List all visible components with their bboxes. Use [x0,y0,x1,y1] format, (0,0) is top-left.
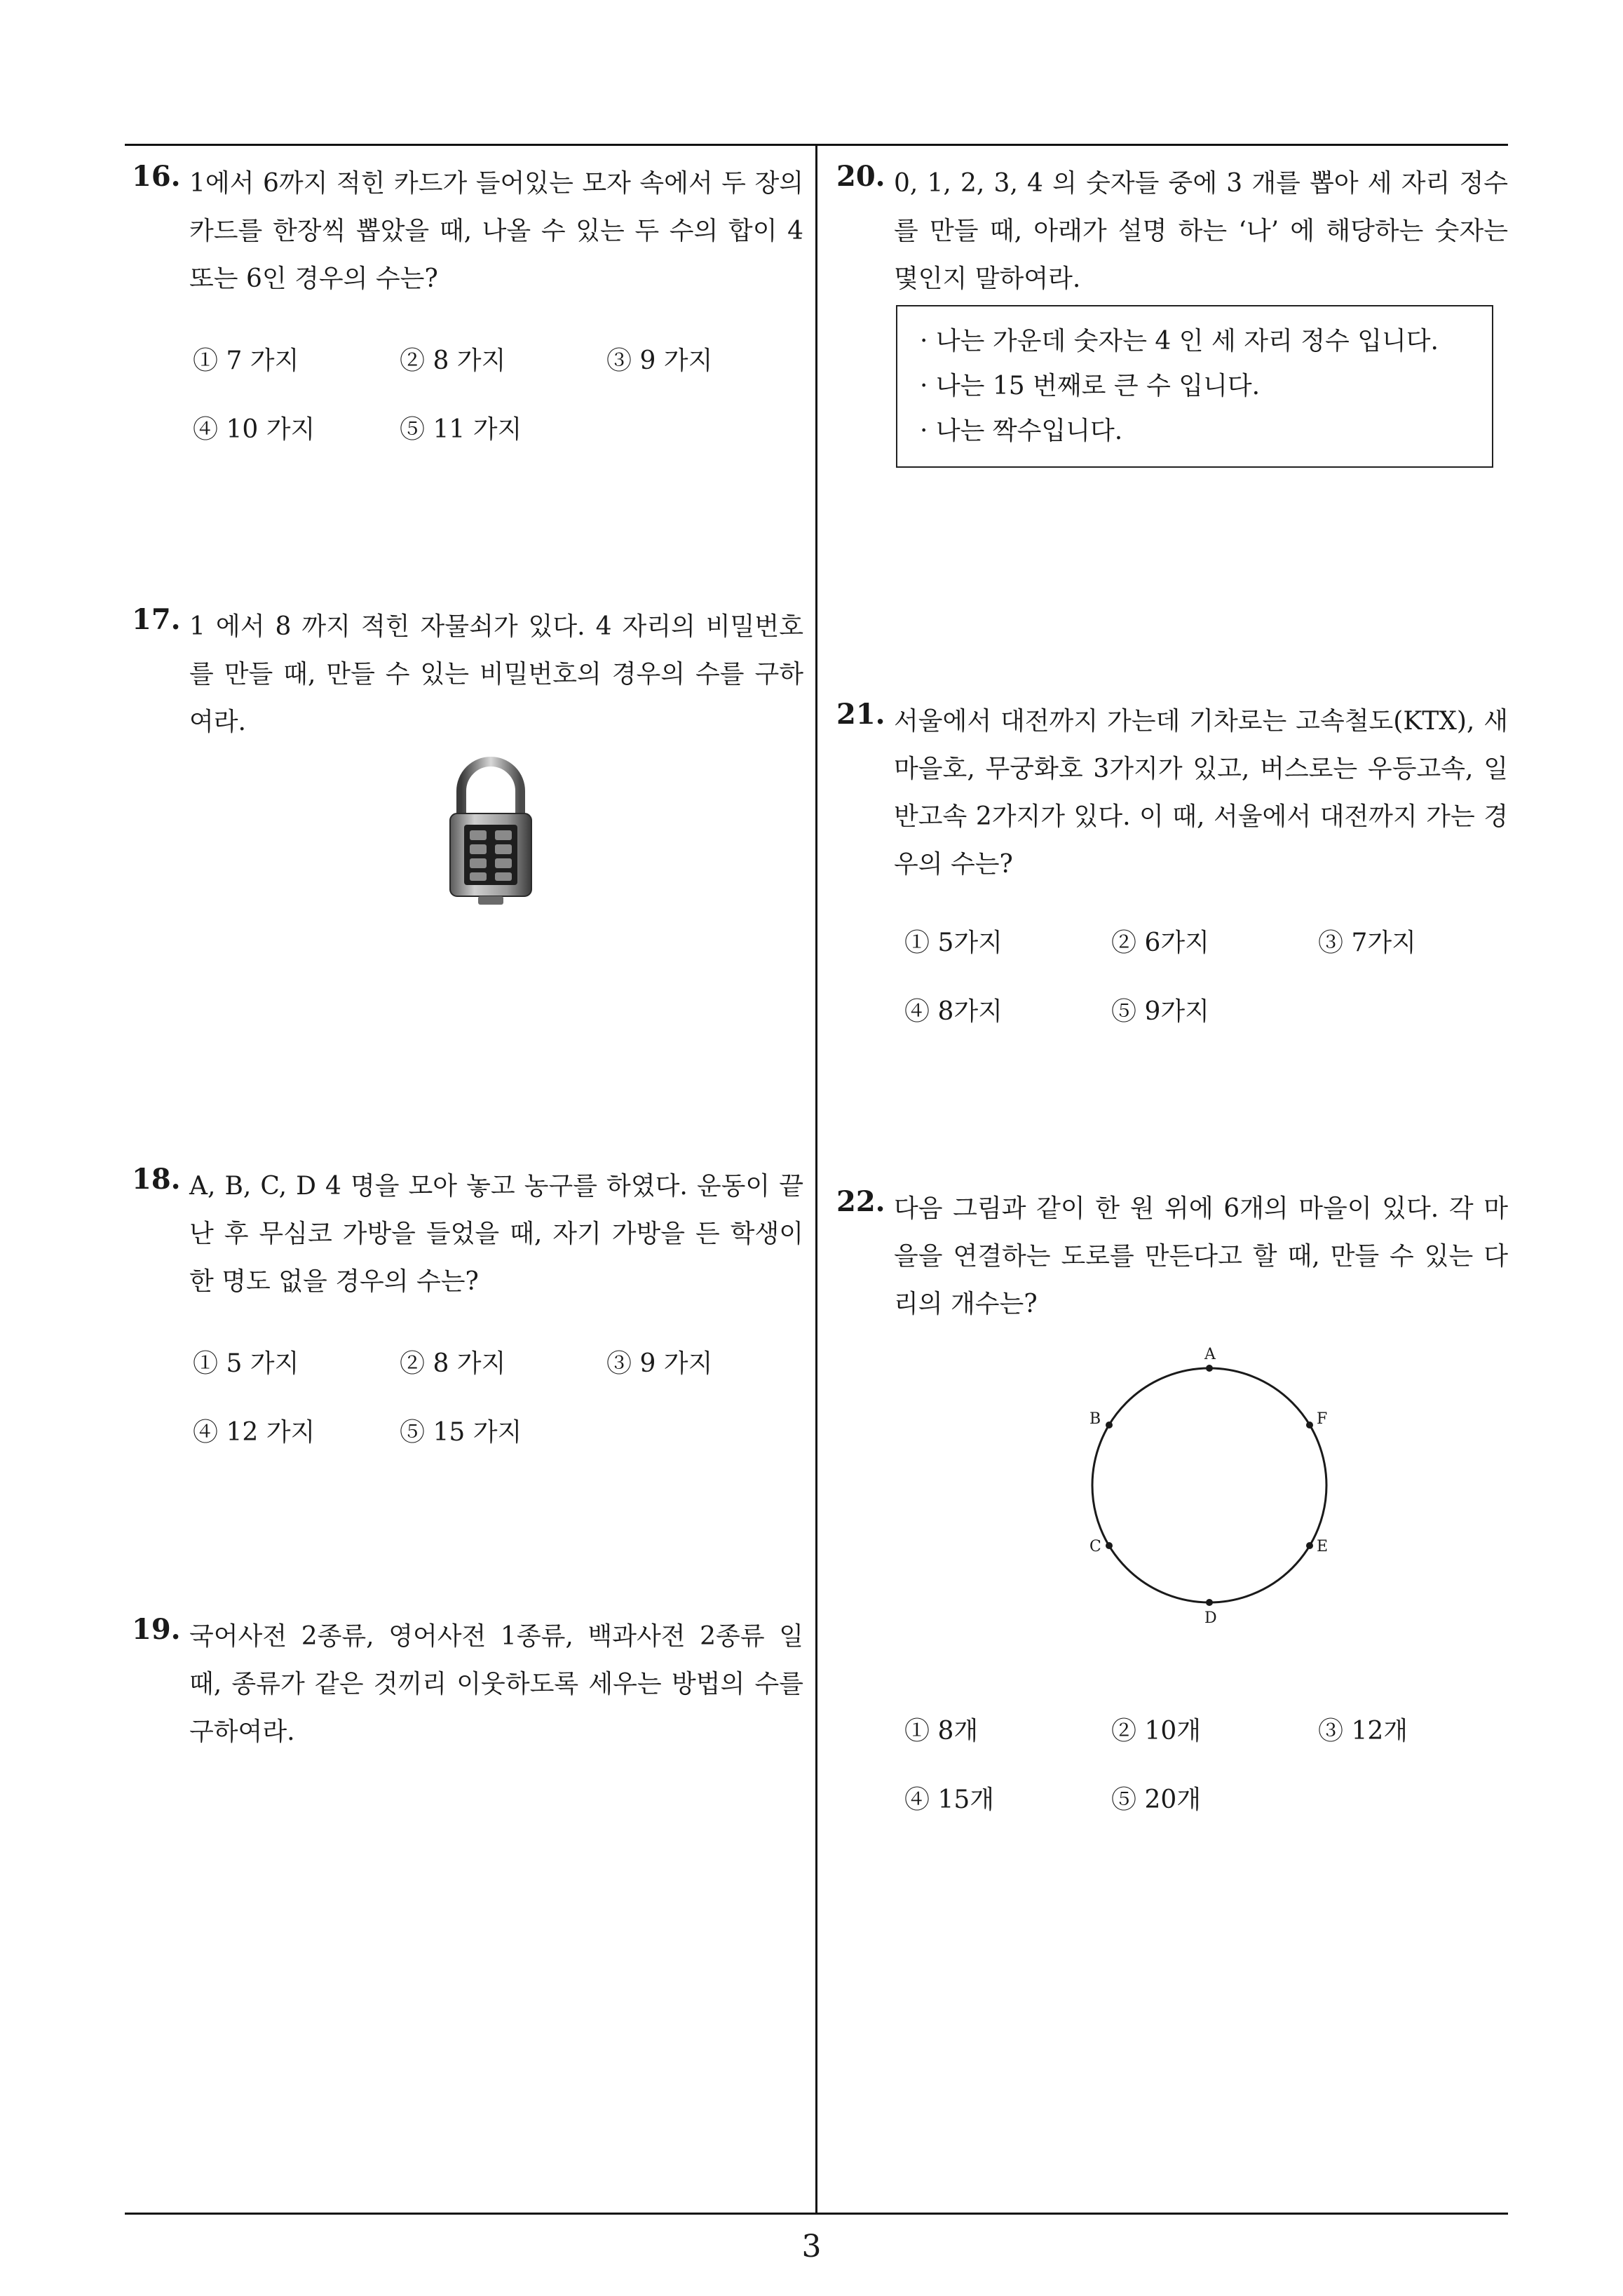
problem-17 [132,603,803,746]
choice[interactable]: ④ 12 가지 [193,1418,315,1447]
choice[interactable]: ① 5 가지 [193,1349,299,1378]
hint-line: · 나는 15 번째로 큰 수 입니다. [920,372,1261,400]
label-f: F [1317,1410,1328,1428]
point-a [1206,1365,1213,1372]
choice[interactable]: ② 10개 [1111,1717,1202,1745]
choice[interactable]: ⑤ 15 가지 [400,1418,522,1447]
choice[interactable]: ④ 8가지 [904,997,1003,1026]
label-c: C [1089,1538,1101,1555]
combination-padlock-image [442,756,540,910]
problem-19 [132,1613,803,1756]
problem-number: 21. [836,698,885,731]
choice[interactable]: ① 8개 [904,1717,979,1745]
column-divider [815,144,817,2215]
choice[interactable]: ① 5가지 [904,928,1003,957]
point-d [1206,1599,1213,1606]
choice[interactable]: ⑤ 9가지 [1111,997,1209,1026]
choice[interactable]: ③ 9 가지 [606,346,713,375]
problem-text: 다음 그림과 같이 한 원 위에 6개의 마을이 있다. 각 마을을 연결하는 도로를 만든다고 할 때, 만들 수 있는 다리의 개수는? [894,1194,1508,1318]
choice[interactable]: ⑤ 20개 [1111,1785,1202,1814]
hint-line: · 나는 짝수입니다. [920,417,1123,445]
choice[interactable]: ④ 15개 [904,1785,995,1814]
label-e: E [1317,1538,1329,1555]
problem-number: 22. [836,1185,885,1218]
problem-text: 0, 1, 2, 3, 4 의 숫자들 중에 3 개를 뽑아 세 자리 정수를 만들 때, 아래가 설명 하는 ‘나’ 에 해당하는 숫자는 몇인지 말하여라. [894,169,1508,293]
choice[interactable]: ③ 7가지 [1318,928,1416,957]
problem-number: 19. [132,1613,181,1646]
problem-number: 20. [836,160,885,193]
choice[interactable]: ② 6가지 [1111,928,1209,957]
circle [1092,1368,1329,1602]
choice[interactable]: ② 8 가지 [400,346,506,375]
problem-text: 1에서 6까지 적힌 카드가 들어있는 모자 속에서 두 장의 카드를 한장씩 뽑았을 때, 나올 수 있는 두 수의 합이 4 또는 6인 경우의 수는? [189,169,803,293]
choice[interactable]: ④ 10 가지 [193,415,315,444]
hint-line: · 나는 가운데 숫자는 4 인 세 자리 정수 입니다. [920,327,1439,356]
problem-16 [132,160,803,303]
bottom-rule [125,2213,1508,2215]
point-c [1106,1542,1113,1549]
problem-number: 18. [132,1163,181,1196]
hint-box [896,305,1493,468]
problem-number: 16. [132,160,181,193]
problem-22 [836,1185,1508,1328]
circle-villages-diagram [1066,1332,1353,1627]
point-b [1106,1422,1113,1429]
problem-text: 국어사전 2종류, 영어사전 1종류, 백과사전 2종류 일 때, 종류가 같은 것끼리 이웃하도록 세우는 방법의 수를 구하여라. [189,1622,803,1746]
label-b: B [1089,1410,1101,1428]
choice[interactable]: ② 8 가지 [400,1349,506,1378]
label-d: D [1204,1609,1217,1627]
problem-20 [836,160,1508,303]
point-e [1306,1542,1313,1549]
problem-18 [132,1163,803,1306]
problem-21 [836,698,1508,889]
problem-text: A, B, C, D 4 명을 모아 놓고 농구를 하였다. 운동이 끝난 후 무심코 가방을 들었을 때, 자기 가방을 든 학생이 한 명도 없을 경우의 수는? [189,1172,803,1296]
choice[interactable]: ⑤ 11 가지 [400,415,522,444]
choice[interactable]: ③ 9 가지 [606,1349,713,1378]
label-a: A [1204,1346,1216,1363]
problem-number: 17. [132,603,181,636]
choice[interactable]: ① 7 가지 [193,346,299,375]
page-number: 3 [801,2229,822,2264]
choice[interactable]: ③ 12개 [1318,1717,1408,1745]
problem-text: 서울에서 대전까지 가는데 기차로는 고속철도(KTX), 새마을호, 무궁화호 3가지가 있고, 버스로는 우등고속, 일반고속 2가지가 있다. 이 때, 서울에서 대전까지 가는 경우의 수는? [894,707,1508,879]
problem-text: 1 에서 8 까지 적힌 자물쇠가 있다. 4 자리의 비밀번호를 만들 때, 만들 수 있는 비밀번호의 경우의 수를 구하여라. [189,612,803,736]
point-f [1306,1422,1313,1429]
